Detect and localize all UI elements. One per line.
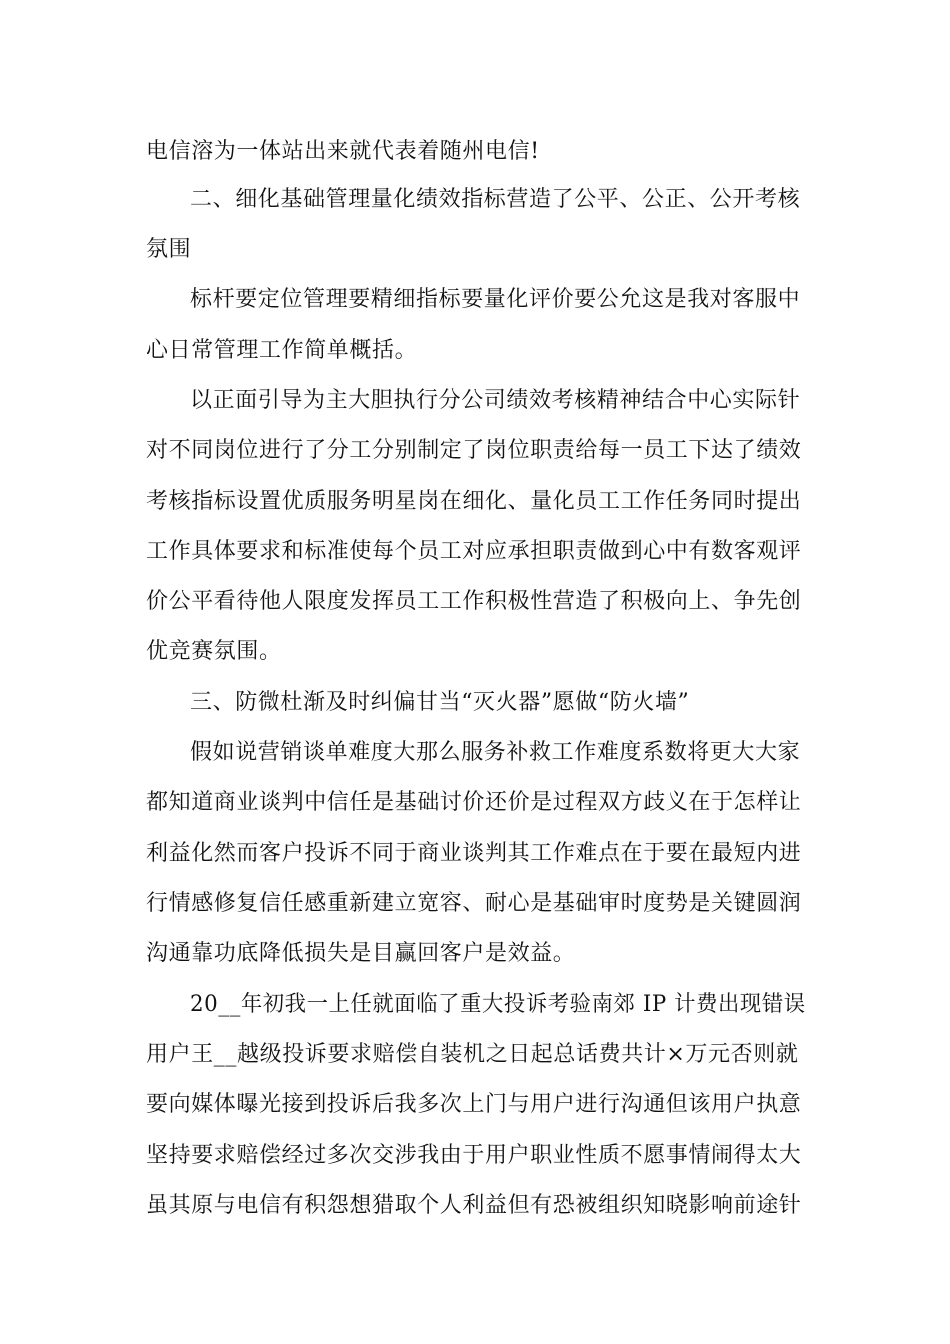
text-line: 假如说营销谈单难度大那么服务补救工作难度系数将更大大家 — [190, 740, 801, 765]
section-heading: 三、防微杜渐及时纠偏甘当“灭火器”愿做“防火墙” — [190, 690, 690, 715]
text-line: 心日常管理工作简单概括。 — [146, 338, 418, 363]
text-line: 工作具体要求和标准使每个员工对应承担职责做到心中有数客观评 — [146, 539, 802, 564]
text-line: 都知道商业谈判中信任是基础讨价还价是过程双方歧义在于怎样让 — [146, 790, 802, 815]
text-line: 电信溶为一体站出来就代表着随州电信! — [146, 139, 540, 164]
text-line: 标杆要定位管理要精细指标要量化评价要公允这是我对客服中 — [190, 287, 801, 312]
text-line: 优竞赛氛围。 — [146, 639, 282, 664]
text-line: 利益化然而客户投诉不同于商业谈判其工作难点在于要在最短内进 — [146, 841, 802, 866]
text-line: 虽其原与电信有积怨想猎取个人利益但有恐被组织知晓影响前途针 — [146, 1193, 802, 1218]
text-line: 价公平看待他人限度发挥员工工作积极性营造了积极向上、争先创 — [146, 589, 802, 614]
text-line: 氛围 — [146, 237, 192, 262]
text-line: 用户王__越级投诉要求赔偿自装机之日起总话费共计×万元否则就 — [146, 1042, 799, 1067]
text-line: 坚持要求赔偿经过多次交涉我由于用户职业性质不愿事情闹得太大 — [146, 1143, 802, 1168]
text-line: 对不同岗位进行了分工分别制定了岗位职责给每一员工下达了绩效 — [146, 438, 802, 463]
text-line: 20__年初我一上任就面临了重大投诉考验南郊 IP 计费出现错误 — [190, 992, 806, 1017]
text-line: 沟通靠功底降低损失是目赢回客户是效益。 — [146, 941, 576, 966]
text-line: 考核指标设置优质服务明星岗在细化、量化员工工作任务同时提出 — [146, 489, 802, 514]
text-line: 要向媒体曝光接到投诉后我多次上门与用户进行沟通但该用户执意 — [146, 1092, 802, 1117]
section-heading: 二、细化基础管理量化绩效指标营造了公平、公正、公开考核 — [190, 187, 801, 212]
text-line: 行情感修复信任感重新建立宽容、耐心是基础审时度势是关键圆润 — [146, 891, 802, 916]
text-line: 以正面引导为主大胆执行分公司绩效考核精神结合中心实际针 — [190, 388, 801, 413]
